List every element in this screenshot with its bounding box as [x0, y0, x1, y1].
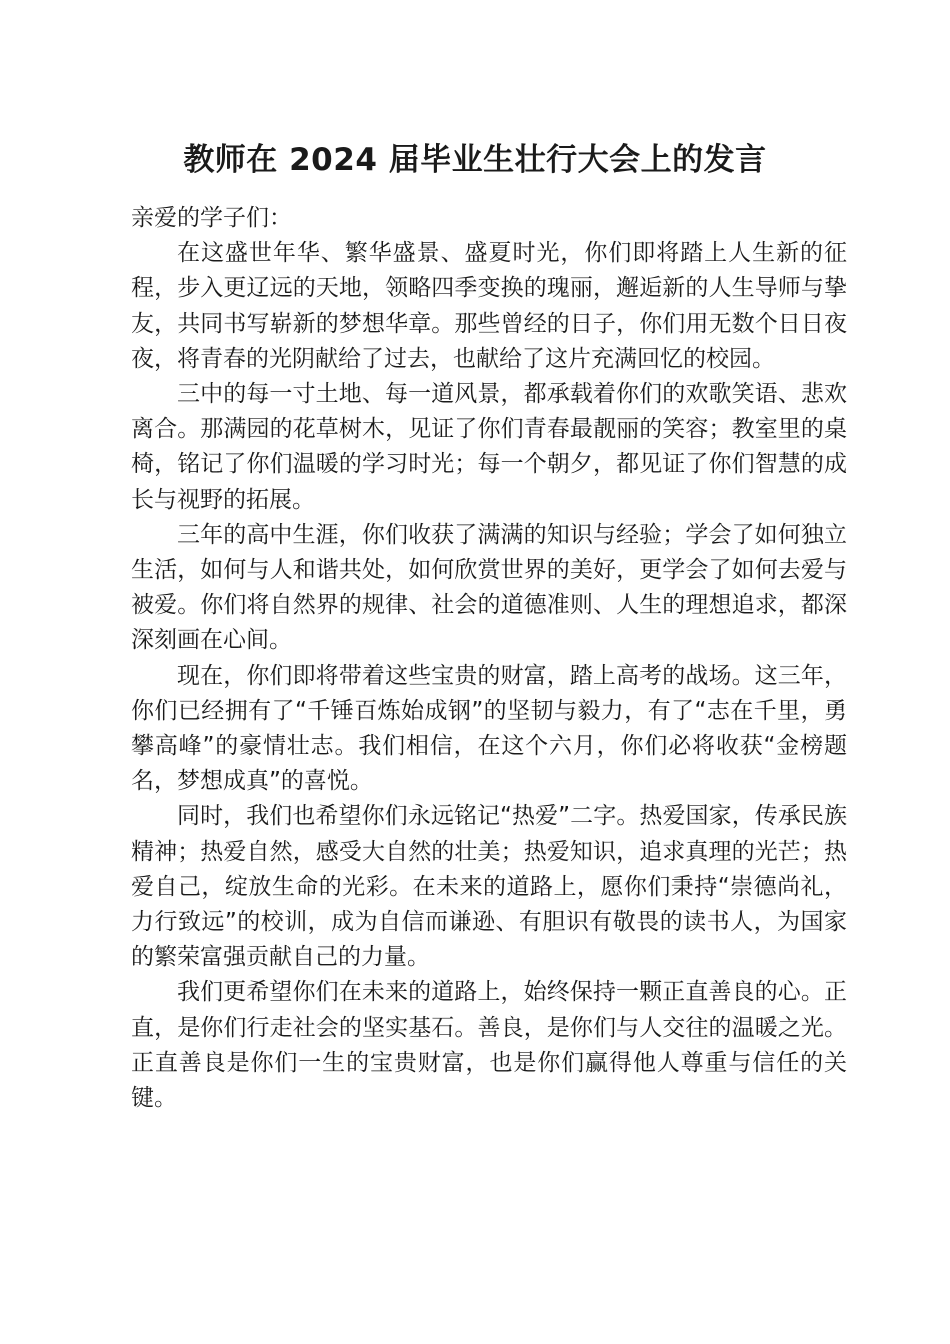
paragraph-4: 现在，你们即将带着这些宝贵的财富，踏上高考的战场。这三年，你们已经拥有了“千锤百炼始成钢”的坚韧与毅力，有了“志在千里，勇攀高峰”的豪情壮志。我们相信，在这个六月，你们必将收获“金榜题名，梦想成真”的喜悦。 — [131, 662, 847, 795]
paragraph-6: 我们更希望你们在未来的道路上，始终保持一颗正直善良的心。正直，是你们行走社会的坚实基石。善良，是你们与人交往的温暖之光。正直善良是你们一生的宝贵财富，也是你们赢得他人尊重与信任的关键。 — [131, 979, 847, 1112]
paragraph-5: 同时，我们也希望你们永远铭记“热爱”二字。热爱国家，传承民族精神；热爱自然，感受大自然的壮美；热爱知识，追求真理的光芒；热爱自己，绽放生命的光彩。在未来的道路上，愿你们秉持“崇德尚礼，力行致远”的校训，成为自信而谦逊、有胆识有敬畏的读书人，为国家的繁荣富强贡献自己的力量。 — [131, 803, 847, 971]
document-body — [131, 201, 847, 1116]
paragraph-1: 在这盛世年华、繁华盛景、盛夏时光，你们即将踏上人生新的征程，步入更辽远的天地，领略四季变换的瑰丽，邂逅新的人生导师与挚友，共同书写崭新的梦想华章。那些曾经的日子，你们用无数个日日夜夜，将青春的光阴献给了过去，也献给了这片充满回忆的校园。 — [131, 240, 847, 372]
paragraph-3: 三年的高中生涯，你们收获了满满的知识与经验；学会了如何独立生活，如何与人和谐共处，如何欣赏世界的美好，更学会了如何去爱与被爱。你们将自然界的规律、社会的道德准则、人生的理想追求，都深深刻画在心间。 — [131, 521, 847, 654]
paragraph-2: 三中的每一寸土地、每一道风景，都承载着你们的欢歌笑语、悲欢离合。那满园的花草树木，见证了你们青春最靓丽的笑容；教室里的桌椅，铭记了你们温暖的学习时光；每一个朝夕，都见证了你们智慧的成长与视野的拓展。 — [131, 381, 847, 513]
document-title: 教师在 2024 届毕业生壮行大会上的发言 — [183, 142, 767, 178]
salutation: 亲爱的学子们： — [131, 205, 292, 231]
